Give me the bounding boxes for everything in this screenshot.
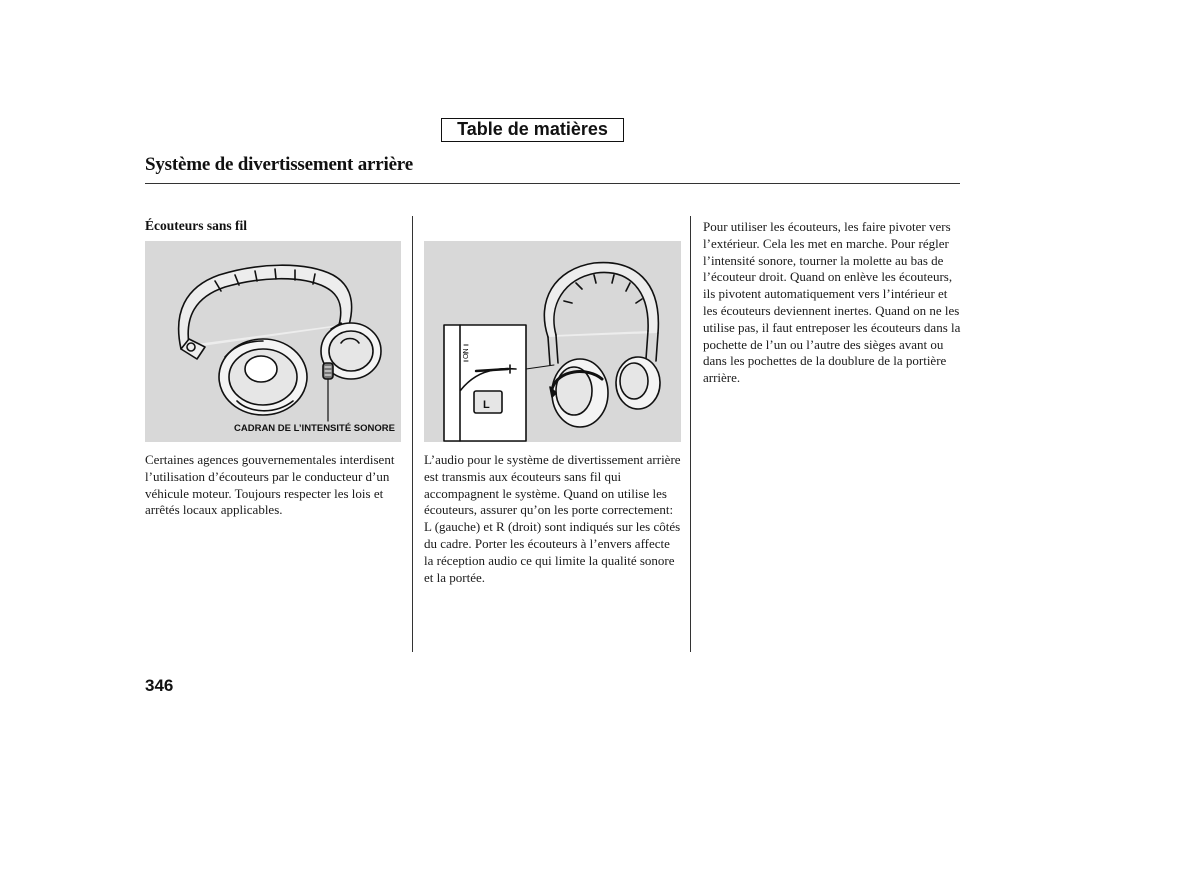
column-divider-left (412, 216, 413, 652)
figure-label-left: L (483, 399, 490, 411)
column3-paragraph: Pour utiliser les écouteurs, les faire pivoter vers l’extérieur. Cela les met en marche. Pour régler l’intensité sonore, tourner la molette au bas de l’écouteur droit. Quand on enlève les écouteurs, ils pivotent automatiquement vers l’intérieur et les écouteurs deviennent inertes. Quand on ne les utilise pas, il faut entreposer les écouteurs dans la pochette de l’un ou l’autre des sièges avant ou dans les pochettes de la doublure de la portière arrière. (703, 219, 961, 386)
figure-caption: CADRAN DE L’INTENSITÉ SONORE (234, 423, 395, 434)
figure-label-on: ON (463, 348, 470, 359)
headphones-illustration (145, 241, 401, 442)
headphones-orientation-figure (424, 241, 681, 442)
column2-paragraph: L’audio pour le système de divertissement arrière est transmis aux écouteurs sans fil qui accompagnent le système. Quand on utilise les écouteurs, assurer qu’on les porte correctement: L (gauche) et R (droit) sont indiqués sur les côtés du cadre. Porter les écouteurs à l’envers affecte la réception audio ce qui limite la qualité sonore et la portée. (424, 452, 681, 585)
column1-paragraph: Certaines agences gouvernementales interdisent l’utilisation d’écouteurs par le conducteur d’un véhicule moteur. Toujours respecter les lois et arrêtés locaux applicables. (145, 452, 395, 518)
page-number: 346 (145, 676, 174, 695)
section-heading: Écouteurs sans fil (145, 218, 248, 233)
headphones-side-illustration (424, 241, 681, 442)
title-rule (145, 183, 960, 184)
column-divider-right (690, 216, 691, 652)
table-of-contents-button[interactable]: Table de matières (441, 118, 624, 142)
headphones-volume-figure (145, 241, 401, 442)
page-title: Système de divertissement arrière (145, 154, 413, 175)
